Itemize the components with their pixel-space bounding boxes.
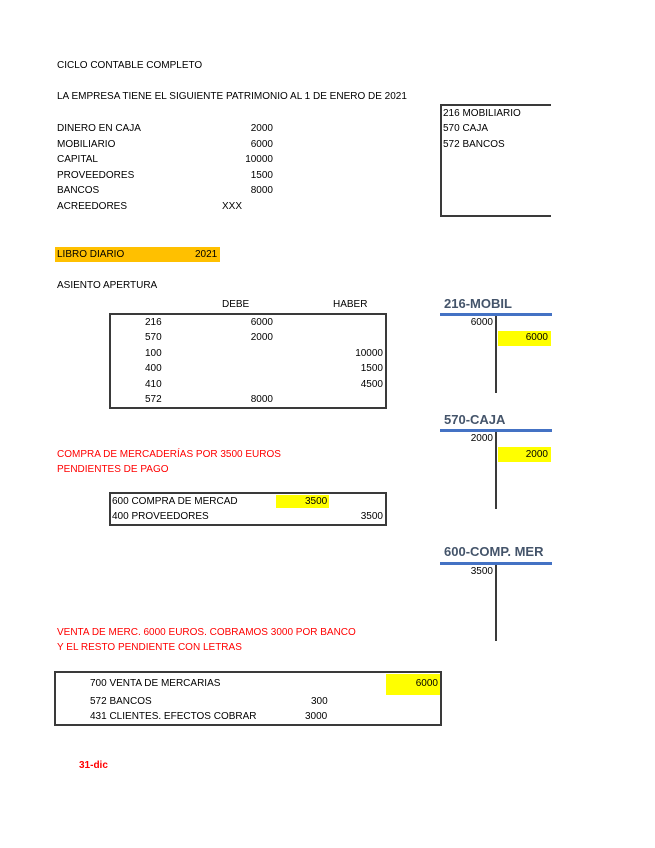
journal-account: 570 [145, 332, 162, 343]
patrimonio-label: PROVEEDORES [57, 170, 135, 181]
intro-text: LA EMPRESA TIENE EL SIGUIENTE PATRIMONIO AL 1 DE ENERO DE 2021 [57, 91, 407, 102]
journal-debe: 300 [311, 696, 328, 707]
journal-haber: 4500 [360, 379, 383, 390]
t-account-title: 216-MOBIL [444, 296, 512, 311]
t-account-debe: 6000 [470, 317, 493, 328]
journal-account: 400 [145, 363, 162, 374]
journal-account: 400 PROVEEDORES [112, 511, 209, 522]
journal-account: 572 [145, 394, 162, 405]
t-account-title: 600-COMP. MER [444, 544, 544, 559]
patrimonio-label: DINERO EN CAJA [57, 123, 141, 134]
patrimonio-value: 8000 [250, 185, 273, 196]
libro-diario-year: 2021 [195, 249, 218, 260]
accounts-box-item: 216 MOBILIARIO [443, 108, 521, 119]
journal-account: 572 BANCOS [90, 696, 152, 707]
t-account-divider [495, 316, 497, 393]
t-account-divider [495, 432, 497, 509]
accounts-box-item: 570 CAJA [443, 123, 489, 134]
venta-description: Y EL RESTO PENDIENTE CON LETRAS [57, 642, 242, 653]
patrimonio-label: CAPITAL [57, 154, 98, 165]
accounts-box-item: 572 BANCOS [443, 139, 505, 150]
t-account-debe: 3500 [470, 566, 493, 577]
accounts-box [440, 104, 551, 217]
journal-account: 700 VENTA DE MERCARIAS [90, 678, 221, 689]
debe-header: DEBE [222, 299, 250, 310]
patrimonio-value: 6000 [250, 139, 273, 150]
patrimonio-label: MOBILIARIO [57, 139, 116, 150]
t-account-debe: 2000 [470, 433, 493, 444]
journal-haber: 3500 [360, 511, 383, 522]
journal-account: 431 CLIENTES. EFECTOS COBRAR [90, 711, 257, 722]
libro-diario-label: LIBRO DIARIO [57, 249, 125, 260]
patrimonio-value: 1500 [250, 170, 273, 181]
journal-account: 216 [145, 317, 162, 328]
date-label: 31-dic [79, 760, 108, 771]
journal-haber: 6000 [415, 678, 438, 689]
document-title: CICLO CONTABLE COMPLETO [57, 60, 203, 71]
patrimonio-value: XXX [222, 201, 243, 212]
t-account-title: 570-CAJA [444, 412, 506, 427]
journal-debe: 3000 [305, 711, 328, 722]
asiento-apertura-title: ASIENTO APERTURA [57, 280, 158, 291]
journal-account: 100 [145, 348, 162, 359]
haber-header: HABER [333, 299, 368, 310]
patrimonio-value: 10000 [245, 154, 273, 165]
journal-haber: 10000 [355, 348, 383, 359]
journal-account: 600 COMPRA DE MERCAD [112, 496, 238, 507]
t-account-divider [495, 565, 497, 641]
journal-haber: 1500 [360, 363, 383, 374]
venta-description: VENTA DE MERC. 6000 EUROS. COBRAMOS 3000 POR BANCO [57, 627, 356, 638]
journal-debe: 2000 [250, 332, 273, 343]
t-account-haber: 6000 [525, 332, 548, 343]
patrimonio-label: BANCOS [57, 185, 100, 196]
t-account-haber: 2000 [525, 449, 548, 460]
journal-debe: 8000 [250, 394, 273, 405]
journal-debe: 3500 [305, 496, 328, 507]
patrimonio-label: ACREEDORES [57, 201, 128, 212]
journal-debe: 6000 [250, 317, 273, 328]
compra-description: PENDIENTES DE PAGO [57, 464, 169, 475]
patrimonio-value: 2000 [250, 123, 273, 134]
compra-description: COMPRA DE MERCADERÍAS POR 3500 EUROS [57, 449, 281, 460]
journal-account: 410 [145, 379, 162, 390]
